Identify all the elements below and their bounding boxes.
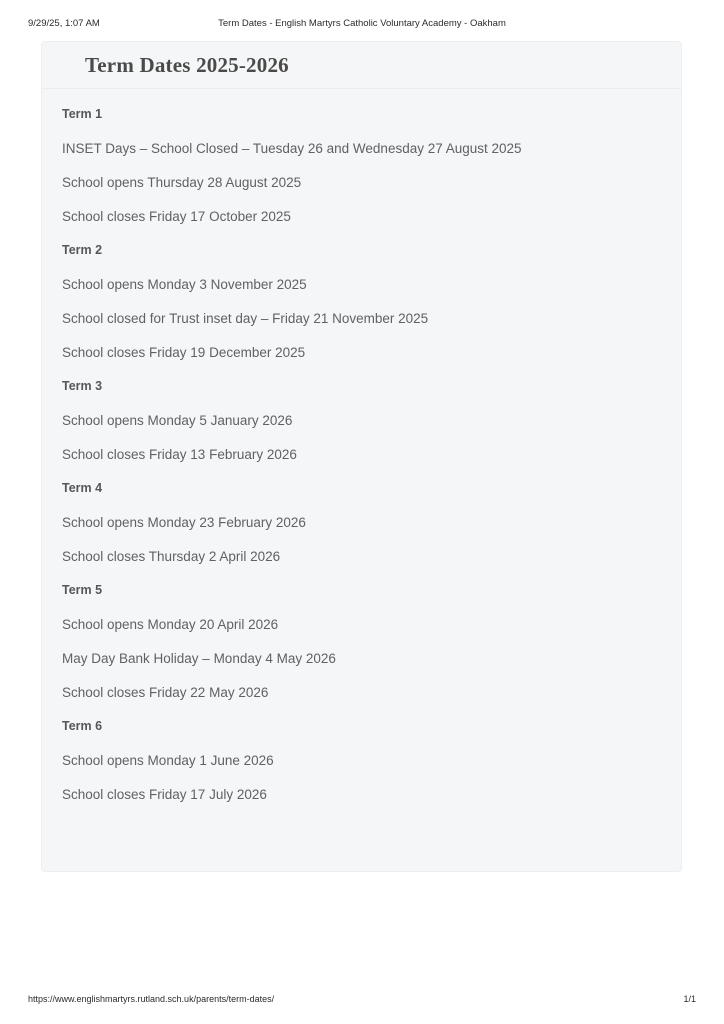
term-heading: Term 2 bbox=[62, 243, 103, 257]
page-number: 1/1 bbox=[683, 994, 696, 1004]
term-heading: Term 1 bbox=[62, 107, 103, 121]
term-date-line: May Day Bank Holiday – Monday 4 May 2026 bbox=[62, 651, 336, 666]
print-footer bbox=[0, 992, 724, 1006]
term-date-line: School opens Thursday 28 August 2025 bbox=[62, 175, 302, 190]
term-heading: Term 4 bbox=[62, 481, 103, 495]
print-timestamp: 9/29/25, 1:07 AM bbox=[28, 18, 100, 29]
term-date-line: School opens Monday 20 April 2026 bbox=[62, 617, 279, 632]
term-block bbox=[62, 718, 661, 820]
term-date-line: School opens Monday 1 June 2026 bbox=[62, 753, 274, 768]
term-dates-card bbox=[41, 41, 682, 872]
term-heading: Term 5 bbox=[62, 583, 103, 597]
term-date-line: School opens Monday 5 January 2026 bbox=[62, 413, 293, 428]
term-heading: Term 6 bbox=[62, 719, 103, 733]
term-block bbox=[62, 242, 661, 378]
card-header bbox=[42, 42, 681, 89]
page-title: Term Dates 2025-2026 bbox=[85, 53, 289, 77]
term-dates-list bbox=[42, 89, 681, 820]
term-block bbox=[62, 106, 661, 242]
term-block bbox=[62, 378, 661, 480]
term-date-line: School closes Friday 22 May 2026 bbox=[62, 685, 269, 700]
term-date-line: School opens Monday 23 February 2026 bbox=[62, 515, 306, 530]
term-date-line: INSET Days – School Closed – Tuesday 26 and Wednesday 27 August 2025 bbox=[62, 141, 522, 156]
term-date-line: School closes Friday 13 February 2026 bbox=[62, 447, 297, 462]
print-document-title: Term Dates - English Martyrs Catholic Voluntary Academy - Oakham bbox=[218, 18, 506, 29]
source-url: https://www.englishmartyrs.rutland.sch.uk/parents/term-dates/ bbox=[28, 994, 275, 1004]
term-block bbox=[62, 582, 661, 718]
term-date-line: School closes Friday 17 October 2025 bbox=[62, 209, 291, 224]
term-date-line: School opens Monday 3 November 2025 bbox=[62, 277, 307, 292]
term-date-line: School closes Thursday 2 April 2026 bbox=[62, 549, 281, 564]
term-date-line: School closes Friday 17 July 2026 bbox=[62, 787, 267, 802]
term-date-line: School closes Friday 19 December 2025 bbox=[62, 345, 306, 360]
term-date-line: School closed for Trust inset day – Friday 21 November 2025 bbox=[62, 311, 429, 326]
print-header bbox=[0, 17, 724, 31]
term-block bbox=[62, 480, 661, 582]
term-heading: Term 3 bbox=[62, 379, 103, 393]
